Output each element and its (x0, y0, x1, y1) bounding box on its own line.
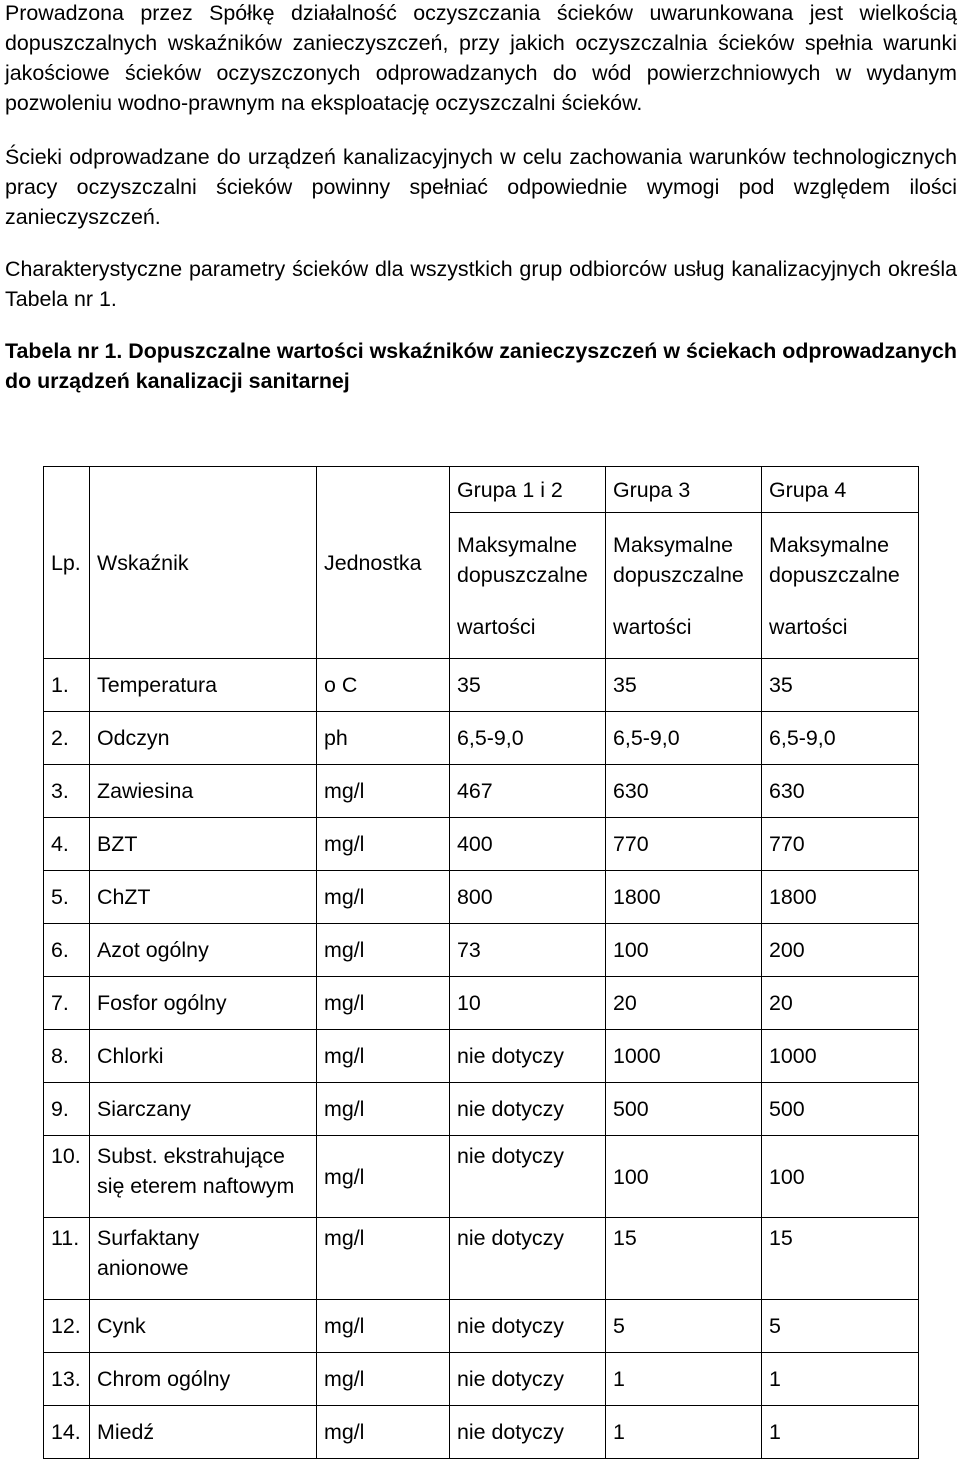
cell-indicator-line1: Surfaktany (97, 1226, 200, 1250)
cell-group-3: 20 (606, 977, 762, 1030)
cell-indicator: Cynk (90, 1300, 317, 1353)
cell-indicator (90, 1218, 317, 1300)
cell-indicator: Chrom ogólny (90, 1353, 317, 1406)
header-unit: Jednostka (317, 467, 450, 659)
cell-indicator: Zawiesina (90, 765, 317, 818)
cell-group-4: 630 (762, 765, 919, 818)
header-row-groups (44, 467, 919, 513)
header-max-line1: Maksymalne (769, 532, 890, 557)
header-group-4: Grupa 4 (762, 467, 919, 513)
parameters-paragraph: Charakterystyczne parametry ścieków dla wszystkich grup odbiorców usług kanalizacyjnych określa Tabela nr 1. (5, 257, 957, 311)
cell-indicator-line2: się eterem naftowym (97, 1174, 295, 1198)
cell-group-3: 1000 (606, 1030, 762, 1083)
header-max-group-3 (606, 513, 762, 659)
table-row (44, 1353, 919, 1406)
cell-group-3: 6,5-9,0 (606, 712, 762, 765)
cell-group-4: 200 (762, 924, 919, 977)
cell-group-1-2: nie dotyczy (450, 1406, 606, 1459)
cell-group-3: 100 (606, 924, 762, 977)
header-max-group-4 (762, 513, 919, 659)
header-indicator: Wskaźnik (90, 467, 317, 659)
header-max-line3: wartości (457, 614, 536, 639)
cell-lp: 6. (44, 924, 90, 977)
cell-indicator: Fosfor ogólny (90, 977, 317, 1030)
table-row (44, 924, 919, 977)
requirements-paragraph: Ścieki odprowadzane do urządzeń kanalizacyjnych w celu zachowania warunków technologicznych pracy oczyszczalni ścieków powinny spełniać odpowiednie wymogi pod względem ilości zanieczyszczeń. (5, 145, 957, 229)
cell-group-3: 100 (606, 1136, 762, 1218)
cell-unit: mg/l (317, 1300, 450, 1353)
cell-group-4: 35 (762, 659, 919, 712)
table-row (44, 765, 919, 818)
cell-indicator: Siarczany (90, 1083, 317, 1136)
cell-lp: 7. (44, 977, 90, 1030)
cell-unit: mg/l (317, 1136, 450, 1218)
cell-unit: mg/l (317, 765, 450, 818)
cell-group-4: 500 (762, 1083, 919, 1136)
cell-group-1-2: 800 (450, 871, 606, 924)
cell-group-4: 6,5-9,0 (762, 712, 919, 765)
cell-unit: mg/l (317, 924, 450, 977)
cell-unit: mg/l (317, 1083, 450, 1136)
table-caption: Tabela nr 1. Dopuszczalne wartości wskaźników zanieczyszczeń w ściekach odprowadzanych do urządzeń kanalizacji sanitarnej (5, 339, 957, 393)
cell-group-1-2: 400 (450, 818, 606, 871)
cell-indicator: Odczyn (90, 712, 317, 765)
cell-unit: o C (317, 659, 450, 712)
table-row (44, 871, 919, 924)
cell-lp: 1. (44, 659, 90, 712)
cell-indicator (90, 1136, 317, 1218)
cell-unit: mg/l (317, 1218, 450, 1300)
cell-group-4: 20 (762, 977, 919, 1030)
cell-group-3: 630 (606, 765, 762, 818)
cell-group-4: 1 (762, 1353, 919, 1406)
cell-group-4: 1000 (762, 1030, 919, 1083)
cell-group-4: 100 (762, 1136, 919, 1218)
cell-group-1-2: 35 (450, 659, 606, 712)
cell-unit: mg/l (317, 871, 450, 924)
cell-group-1-2: nie dotyczy (450, 1030, 606, 1083)
pollutant-limits-table (43, 466, 919, 1459)
cell-lp: 3. (44, 765, 90, 818)
table-row (44, 1030, 919, 1083)
header-group-3: Grupa 3 (606, 467, 762, 513)
cell-group-1-2: nie dotyczy (450, 1083, 606, 1136)
cell-group-1-2: nie dotyczy (450, 1300, 606, 1353)
header-max-line2: dopuszczalne (769, 562, 900, 587)
cell-unit: ph (317, 712, 450, 765)
header-group-1-2: Grupa 1 i 2 (450, 467, 606, 513)
cell-group-3: 15 (606, 1218, 762, 1300)
cell-group-3: 1 (606, 1406, 762, 1459)
cell-unit: mg/l (317, 1406, 450, 1459)
cell-unit: mg/l (317, 977, 450, 1030)
table-row (44, 1218, 919, 1300)
cell-group-4: 15 (762, 1218, 919, 1300)
cell-group-4: 5 (762, 1300, 919, 1353)
cell-indicator: Miedź (90, 1406, 317, 1459)
cell-group-1-2: 467 (450, 765, 606, 818)
cell-unit: mg/l (317, 1030, 450, 1083)
cell-group-3: 5 (606, 1300, 762, 1353)
cell-lp: 4. (44, 818, 90, 871)
cell-lp: 14. (44, 1406, 90, 1459)
cell-group-1-2: nie dotyczy (450, 1353, 606, 1406)
header-max-line2: dopuszczalne (613, 562, 744, 587)
cell-lp: 9. (44, 1083, 90, 1136)
cell-group-1-2: 6,5-9,0 (450, 712, 606, 765)
intro-paragraph: Prowadzona przez Spółkę działalność oczyszczania ścieków uwarunkowana jest wielkością dopuszczalnych wskaźników zanieczyszczeń, przy jakich oczyszczalnia ścieków spełnia warunki jakościowe ścieków oczyszczonych odprowadzanych do wód powierzchniowych w wydanym pozwoleniu wodno-prawnym na eksploatację oczyszczalni ścieków. (5, 1, 957, 115)
cell-indicator: ChZT (90, 871, 317, 924)
cell-indicator: BZT (90, 818, 317, 871)
cell-group-4: 1 (762, 1406, 919, 1459)
cell-lp: 8. (44, 1030, 90, 1083)
header-max-group-1-2 (450, 513, 606, 659)
cell-unit: mg/l (317, 1353, 450, 1406)
cell-indicator: Temperatura (90, 659, 317, 712)
header-max-line3: wartości (769, 614, 848, 639)
cell-group-3: 1800 (606, 871, 762, 924)
cell-group-4: 1800 (762, 871, 919, 924)
cell-unit: mg/l (317, 818, 450, 871)
cell-lp: 12. (44, 1300, 90, 1353)
cell-lp: 11. (44, 1218, 90, 1300)
cell-group-1-2: nie dotyczy (450, 1218, 606, 1300)
cell-group-1-2: 10 (450, 977, 606, 1030)
table-row (44, 659, 919, 712)
table-row (44, 1300, 919, 1353)
cell-group-1-2: nie dotyczy (450, 1136, 606, 1218)
cell-group-4: 770 (762, 818, 919, 871)
header-max-line3: wartości (613, 614, 692, 639)
table-row (44, 712, 919, 765)
cell-indicator: Azot ogólny (90, 924, 317, 977)
table-row (44, 977, 919, 1030)
cell-lp: 5. (44, 871, 90, 924)
cell-indicator: Chlorki (90, 1030, 317, 1083)
cell-group-3: 35 (606, 659, 762, 712)
cell-group-3: 770 (606, 818, 762, 871)
table-row (44, 1406, 919, 1459)
cell-group-3: 1 (606, 1353, 762, 1406)
table-row (44, 1136, 919, 1218)
cell-group-1-2: 73 (450, 924, 606, 977)
header-max-line2: dopuszczalne (457, 562, 588, 587)
header-max-line1: Maksymalne (457, 532, 578, 557)
header-lp: Lp. (44, 467, 90, 659)
cell-lp: 13. (44, 1353, 90, 1406)
cell-group-3: 500 (606, 1083, 762, 1136)
cell-indicator-line1: Subst. ekstrahujące (97, 1144, 285, 1168)
cell-lp: 2. (44, 712, 90, 765)
header-max-line1: Maksymalne (613, 532, 734, 557)
cell-lp: 10. (44, 1136, 90, 1218)
table-row (44, 818, 919, 871)
table-row (44, 1083, 919, 1136)
cell-indicator-line2: anionowe (97, 1256, 189, 1280)
